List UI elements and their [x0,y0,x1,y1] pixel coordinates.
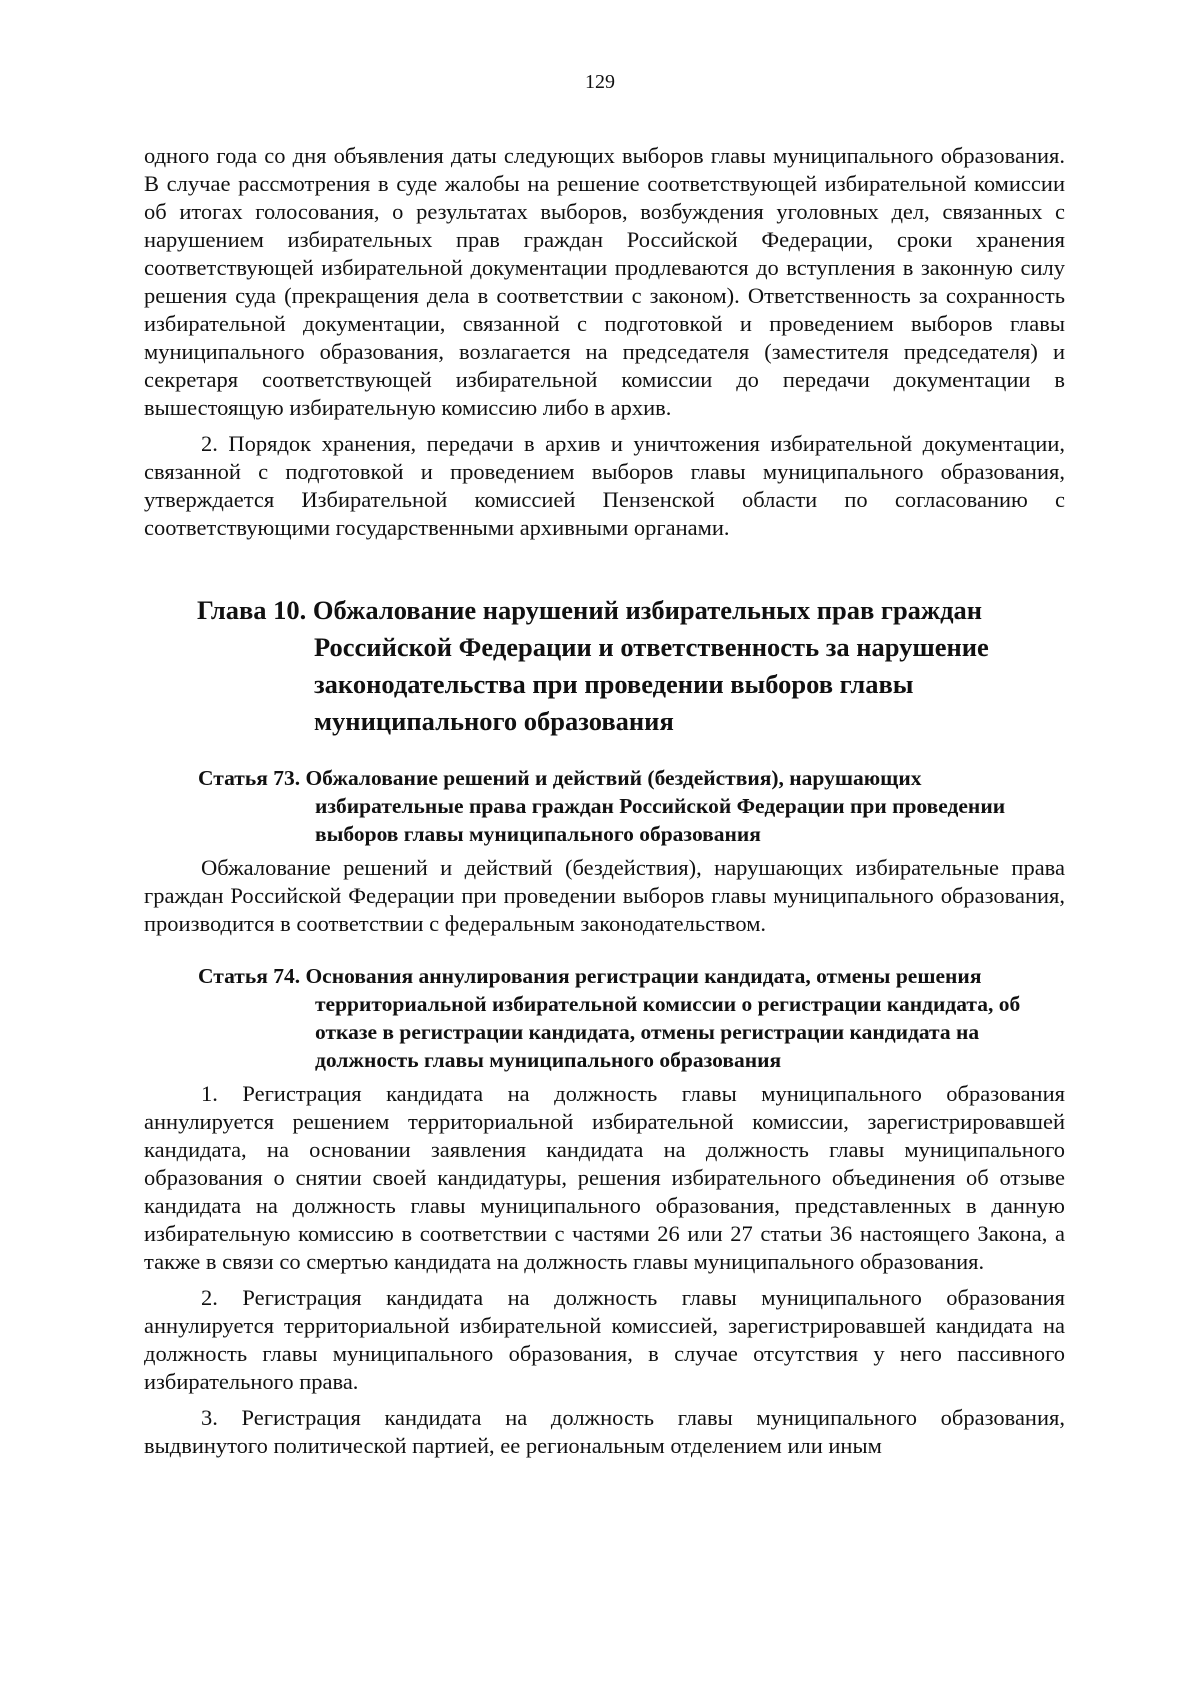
document-body [144,142,1065,1460]
article-74-paragraph-1: 1. Регистрация кандидата на должность главы муниципального образования аннулируется решением территориальной избирательной комиссии, зарегистрировавшей кандидата, на основании заявления кандидата на должность главы муниципального образования о снятии своей кандидатуры, решения избирательного объединения об отзыве кандидата на должность главы муниципального образования, представленных в данную избирательную комиссию в соответствии с частями 26 или 27 статьи 36 настоящего Закона, а также в связи со смертью кандидата на должность главы муниципального образования. [144,1081,1065,1274]
paragraph-continuation: одного года со дня объявления даты следующих выборов главы муниципального образования. В случае рассмотрения в суде жалобы на решение соответствующей избирательной комиссии об итогах голосования, о результатах выборов, возбуждения уголовных дел, связанных с нарушением избирательных прав граждан Российской Федерации, сроки хранения соответствующей избирательной документации продлеваются до вступления в законную силу решения суда (прекращения дела в соответствии с законом). Ответственность за сохранность избирательной документации, связанной с подготовкой и проведением выборов главы муниципального образования, возлагается на председателя (заместителя председателя) и секретаря соответствующей избирательной комиссии до передачи документации в вышестоящую избирательную комиссию либо в архив. [144,143,1065,420]
article-73-text: Обжалование решений и действий (бездействия), нарушающих избирательные права граждан Российской Федерации при проведении выборов главы муниципального образования, производится в соответствии с федеральным законодательством. [144,855,1065,936]
article-74-title: Статья 74. Основания аннулирования регистрации кандидата, отмены решения территориальной избирательной комиссии о регистрации кандидата, об отказе в регистрации кандидата, отмены регистрации кандидата на должность главы муниципального образования [198,964,1021,1072]
article-74-paragraph-2: 2. Регистрация кандидата на должность главы муниципального образования аннулируется территориальной избирательной комиссией, зарегистрировавшей кандидата на должность главы муниципального образования, в случае отсутствия у него пассивного избирательного права. [144,1285,1065,1394]
chapter-title: Глава 10. Обжалование нарушений избирательных прав граждан Российской Федерации и ответственность за нарушение законодательства при проведении выборов главы муниципального образования [197,595,989,736]
paragraph-2: 2. Порядок хранения, передачи в архив и уничтожения избирательной документации, связанной с подготовкой и проведением выборов главы муниципального образования, утверждается Избирательной комиссией Пензенской области по согласованию с соответствующими государственными архивными органами. [144,431,1065,540]
article-73-title: Статья 73. Обжалование решений и действий (бездействия), нарушающих избирательные права граждан Российской Федерации при проведении выборов главы муниципального образования [198,766,1006,846]
page-number: 129 [585,71,615,93]
article-74-paragraph-3: 3. Регистрация кандидата на должность главы муниципального образования, выдвинутого политической партией, ее региональным отделением или иным [144,1405,1065,1458]
